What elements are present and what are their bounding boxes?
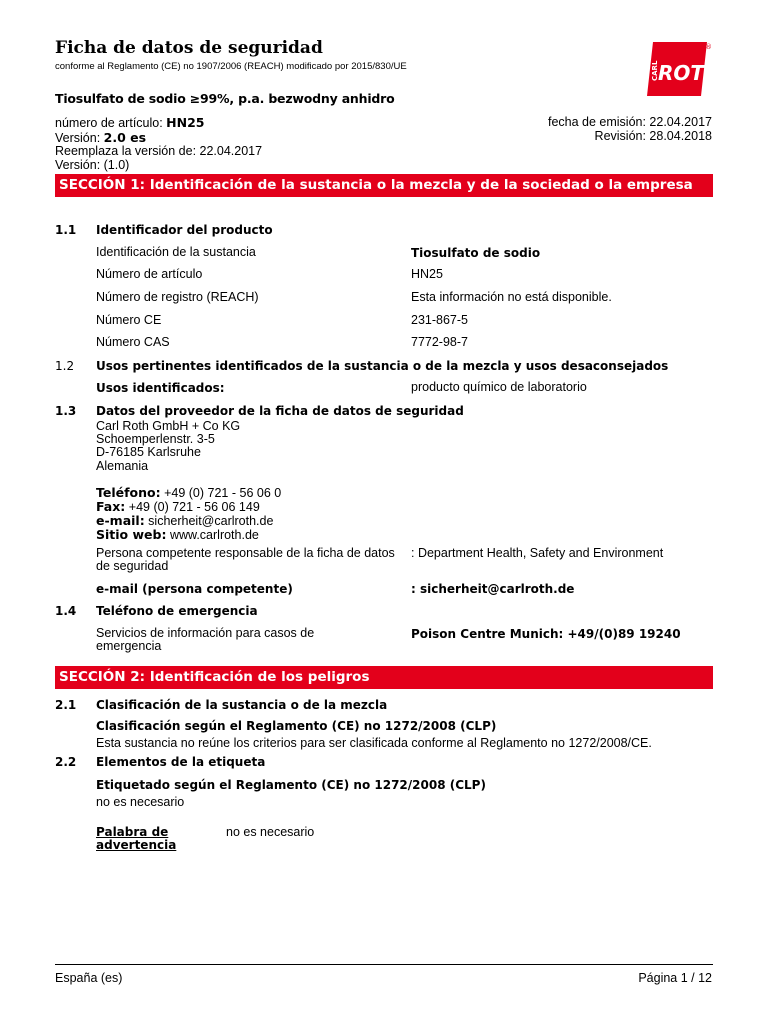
row-label: Número CAS <box>96 335 170 349</box>
row-label: Número de artículo <box>96 267 203 281</box>
subsection-number: 1.2 <box>55 359 75 373</box>
row-value: HN25 <box>411 267 443 281</box>
row-label: Número de registro (REACH) <box>96 290 259 304</box>
row-value: 7772-98-7 <box>411 335 468 349</box>
footer-country: España (es) <box>55 971 123 985</box>
row-label: Número CE <box>96 313 162 327</box>
article-number-line: número de artículo: HN25 <box>55 115 205 130</box>
fax-line: Fax: +49 (0) 721 - 56 06 149 <box>96 499 260 515</box>
section-2-header: SECCIÓN 2: Identificación de los peligros <box>55 666 713 689</box>
replaces-line: Reemplaza la versión de: 22.04.2017 <box>55 144 263 158</box>
signal-word-value: no es necesario <box>226 825 315 839</box>
revision-date: Revisión: 28.04.2018 <box>594 128 712 143</box>
old-version-line: Versión: (1.0) <box>55 157 130 172</box>
website-line: Sitio web: www.carlroth.de <box>96 527 259 543</box>
labelling-text: no es necesario <box>96 795 185 809</box>
subsection-heading: Clasificación de la sustancia o de la mezcla <box>96 698 388 712</box>
emergency-label: Servicios de información para casos de emergencia <box>96 626 315 653</box>
classification-text: Esta sustancia no reúne los criterios para ser clasificada conforme al Reglamento no 1272/2008/CE. <box>96 736 652 750</box>
competent-person-value: : Department Health, Safety and Environment <box>411 546 664 560</box>
subsection-heading: Elementos de la etiqueta <box>96 755 266 769</box>
subsection-number: 2.2 <box>55 755 77 769</box>
signal-word-label: Palabra de advertencia <box>96 825 177 852</box>
registered-mark: ® <box>705 43 712 51</box>
page-number: Página 1 / 12 <box>638 971 712 985</box>
issue-date: fecha de emisión: 22.04.2017 <box>547 115 712 129</box>
subsection-heading: Usos pertinentes identificados de la sustancia o de la mezcla y usos desaconsejados <box>96 359 669 373</box>
street-address: Schoemperlenstr. 3-5 <box>96 432 215 447</box>
labelling-subheading: Etiquetado según el Reglamento (CE) no 1272/2008 (CLP) <box>96 778 486 792</box>
regulation-subtitle: conforme al Reglamento (CE) no 1907/2006 (REACH) modificado por 2015/830/UE <box>55 61 407 72</box>
emergency-value: Poison Centre Munich: +49/(0)89 19240 <box>411 627 681 641</box>
email-line: e-mail: sicherheit@carlroth.de <box>96 513 274 529</box>
subsection-heading: Identificador del producto <box>96 223 273 237</box>
footer-divider <box>55 964 713 965</box>
document-meta-right <box>548 116 712 143</box>
row-value: Esta información no está disponible. <box>411 290 612 304</box>
row-value: 231-867-5 <box>411 313 468 327</box>
competent-email-label: e-mail (persona competente) <box>96 582 293 596</box>
country: Alemania <box>96 458 149 473</box>
competent-email-value: : sicherheit@carlroth.de <box>411 582 575 596</box>
subsection-heading: Datos del proveedor de la ficha de datos de seguridad <box>96 404 464 418</box>
competent-person-label: Persona competente responsable de la ficha de datos de seguridad <box>96 546 395 573</box>
identified-uses-label: Usos identificados: <box>96 381 225 395</box>
phone-line: Teléfono: +49 (0) 721 - 56 06 0 <box>96 484 282 500</box>
logo-small-text: CARL <box>651 60 659 81</box>
row-label: Identificación de la sustancia <box>96 245 256 259</box>
section-1-header: SECCIÓN 1: Identificación de la sustancia o la mezcla y de la sociedad o la empresa <box>55 174 713 197</box>
logo-text: ROTH <box>658 61 721 85</box>
version-line: Versión: 2.0 es <box>55 129 147 145</box>
subsection-number: 1.3 <box>55 404 77 418</box>
document-title: Ficha de datos de seguridad <box>55 38 323 58</box>
document-meta-left <box>55 116 262 172</box>
identified-uses-value: producto químico de laboratorio <box>411 380 587 394</box>
carl-roth-logo <box>643 40 721 96</box>
row-value: Tiosulfato de sodio <box>411 246 541 260</box>
classification-subheading: Clasificación según el Reglamento (CE) no 1272/2008 (CLP) <box>96 719 497 733</box>
subsection-number: 2.1 <box>55 698 77 712</box>
product-name: Tiosulfato de sodio ≥99%, p.a. bezwodny anhidro <box>55 91 395 106</box>
subsection-number: 1.4 <box>55 604 77 618</box>
city-address: D-76185 Karlsruhe <box>96 445 201 460</box>
supplier-contact-block <box>96 420 281 543</box>
company-name: Carl Roth GmbH + Co KG <box>96 419 241 433</box>
subsection-heading: Teléfono de emergencia <box>96 604 258 618</box>
subsection-number: 1.1 <box>55 223 77 237</box>
